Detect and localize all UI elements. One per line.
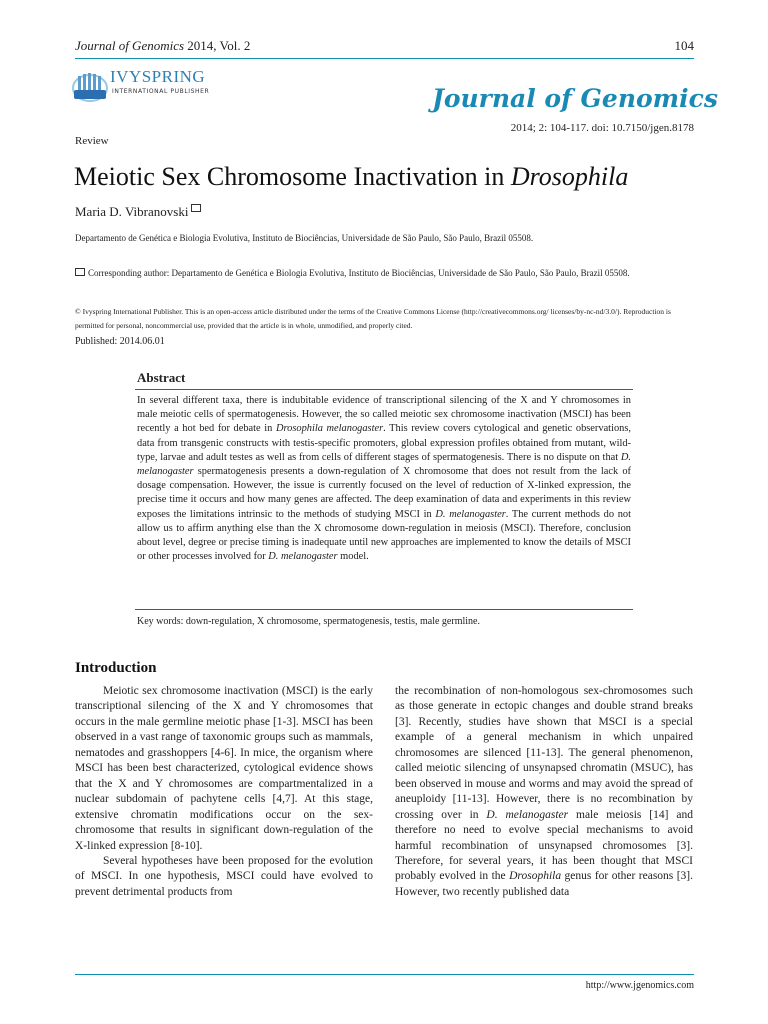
paragraph: Several hypotheses have been proposed for the evolution of MSCI. In one hypothesis, MSCI could have evolved to prevent detrimental products from xyxy=(75,854,373,898)
paragraph: Meiotic sex chromosome inactivation (MSCI) is the early transcriptional silencing of the X and Y chromosomes that occurs in the male germline meiotic phase [1-3]. MSCI has been observed in a vast range of taxonomic groups such as mammals, nematodes and grasshoppers [4-6]. In mice, the organism where MSCI has been best characterized, cytological evidence shows that the X and Y chromosomes are compartmentalized in a nuclear subdomain of pachytene cells [4,7]. At this stage, extensive chromatin modifications occur on the sex-chromosome that results in significant down-regulation of the X-linked expression [8-10]. xyxy=(75,685,373,852)
keywords: Key words: down-regulation, X chromosome, spermatogenesis, testis, male germline. xyxy=(137,616,480,627)
article-type: Review xyxy=(75,135,109,147)
abstract-rule-top xyxy=(135,389,633,390)
email-icon[interactable] xyxy=(75,268,85,276)
license-text: © Ivyspring International Publisher. This is an open-access article distributed under the terms of the Creative Commons License (http://creativecommons.org/ licenses/by-nc-nd/3.0/). Reproduction is permitted for personal, noncommercial use, provided that the article is in whole, unmodified, and properly cited. xyxy=(75,307,671,330)
paragraph xyxy=(395,684,693,900)
page-number: 104 xyxy=(674,38,694,53)
paragraph-text: the recombination of non-homologous sex-chromosomes such as those generate in ectopic changes and double strand breaks [3]. Recently, studies have shown that MSCI is a special example of a general mechanism in which unpaired chromosomes are silenced [11-13]. The general phenomenon, called meiotic silencing of unsynapsed chromatin (MSUC), has been observed in mouse and worms and may avoid the spread of aneuploidy [11-13]. However, there is no recombination by crossing over in xyxy=(395,685,693,821)
abstract-heading: Abstract xyxy=(137,370,186,385)
section-heading-introduction: Introduction xyxy=(75,660,157,676)
published-date: Published: 2014.06.01 xyxy=(75,336,165,347)
author-name: Maria D. Vibranovski xyxy=(75,204,189,219)
paragraph-text: male meiosis [14] and therefore no need to evolve special mechanisms to avoid harmful recombination of unsynapsed chromosomes [3]. Therefore, for several years, it has been thought that MSCI probably evolved in the xyxy=(395,808,693,883)
abstract-text: . This review covers cytological and genetic observations, data from transgenic constructs with testis-specific promoters, global expression profiles obtained from mutant, wild-type, larvae and adult testes as well as from cells of different stages of spermatogenesis. There is no dispute on that xyxy=(137,423,631,463)
title-main: Meiotic Sex Chromosome Inactivation in xyxy=(74,162,511,191)
footer-url-link[interactable]: http://www.jgenomics.com xyxy=(585,980,694,991)
abstract-species: D. melanogaster xyxy=(137,451,631,478)
header-journal-name: Journal of Genomics xyxy=(75,38,185,53)
journal-logo-text: Journal of Genomics xyxy=(432,84,718,113)
abstract-rule-bottom xyxy=(135,609,633,610)
footer-rule xyxy=(75,974,694,975)
abstract-species: D. melanogaster xyxy=(435,508,506,520)
paragraph-species: Drosophila xyxy=(509,870,562,883)
email-icon[interactable] xyxy=(191,204,201,212)
body-column-right xyxy=(395,684,693,900)
affiliation: Departamento de Genética e Biologia Evolutiva, Instituto de Biociências, Universidade de São Paulo, São Paulo, Brazil 05508. xyxy=(75,233,534,243)
author xyxy=(75,204,201,220)
publisher-name: IVYSPRING xyxy=(110,67,206,86)
abstract-text: model. xyxy=(337,551,369,563)
abstract-text: In several different taxa, there is indubitable evidence of transcriptional silencing of the X and Y chromosomes in male meiotic cells of spermatogenesis. However, the so called meiotic sex chromosome inactivation (MSCI) has been recently a hot bed for debate in xyxy=(137,395,631,435)
body-column-left xyxy=(75,684,373,900)
corresponding-author xyxy=(75,267,695,280)
title-italic: Drosophila xyxy=(510,162,629,191)
header-rule xyxy=(75,58,694,59)
article-title xyxy=(74,162,628,192)
abstract-species: D. melanogaster xyxy=(268,551,338,563)
header-volume: 2014, Vol. 2 xyxy=(184,38,251,53)
publisher-subtitle: INTERNATIONAL PUBLISHER xyxy=(112,88,210,95)
paragraph-text: genus for other reasons [3]. However, two recently published data xyxy=(395,870,694,898)
paragraph-species: D. melanogaster xyxy=(486,808,569,821)
running-header xyxy=(75,38,250,54)
citation-doi: 2014; 2: 104-117. doi: 10.7150/jgen.8178 xyxy=(510,122,694,134)
corresponding-text: Corresponding author: Departamento de Genética e Biologia Evolutiva, Instituto de Biociências, Universidade de São Paulo, São Paulo, Brazil 05508. xyxy=(88,268,630,278)
abstract-body xyxy=(137,394,631,564)
abstract-text: . The current methods do not allow us to affirm anything else than the X chromosome down-regulation in meiosis (MSCI). Therefore, conclusion about level, degree or precise timing is inadequate until new approaches are implemented to know the details of MSCI or other processes involved for xyxy=(137,508,631,563)
abstract-species: Drosophila melanogaster xyxy=(275,423,384,435)
abstract-text: spermatogenesis presents a down-regulation of X chromosome that does not result from the lack of dosage compensation. However, the issue is currently focused on the level of reduction of X-linked expression, the precise time it occurs and how many genes are affected. The deep examination of data and experiments in this review exposes the limitations intrinsic to the methods of studying MSCI in xyxy=(137,466,631,520)
